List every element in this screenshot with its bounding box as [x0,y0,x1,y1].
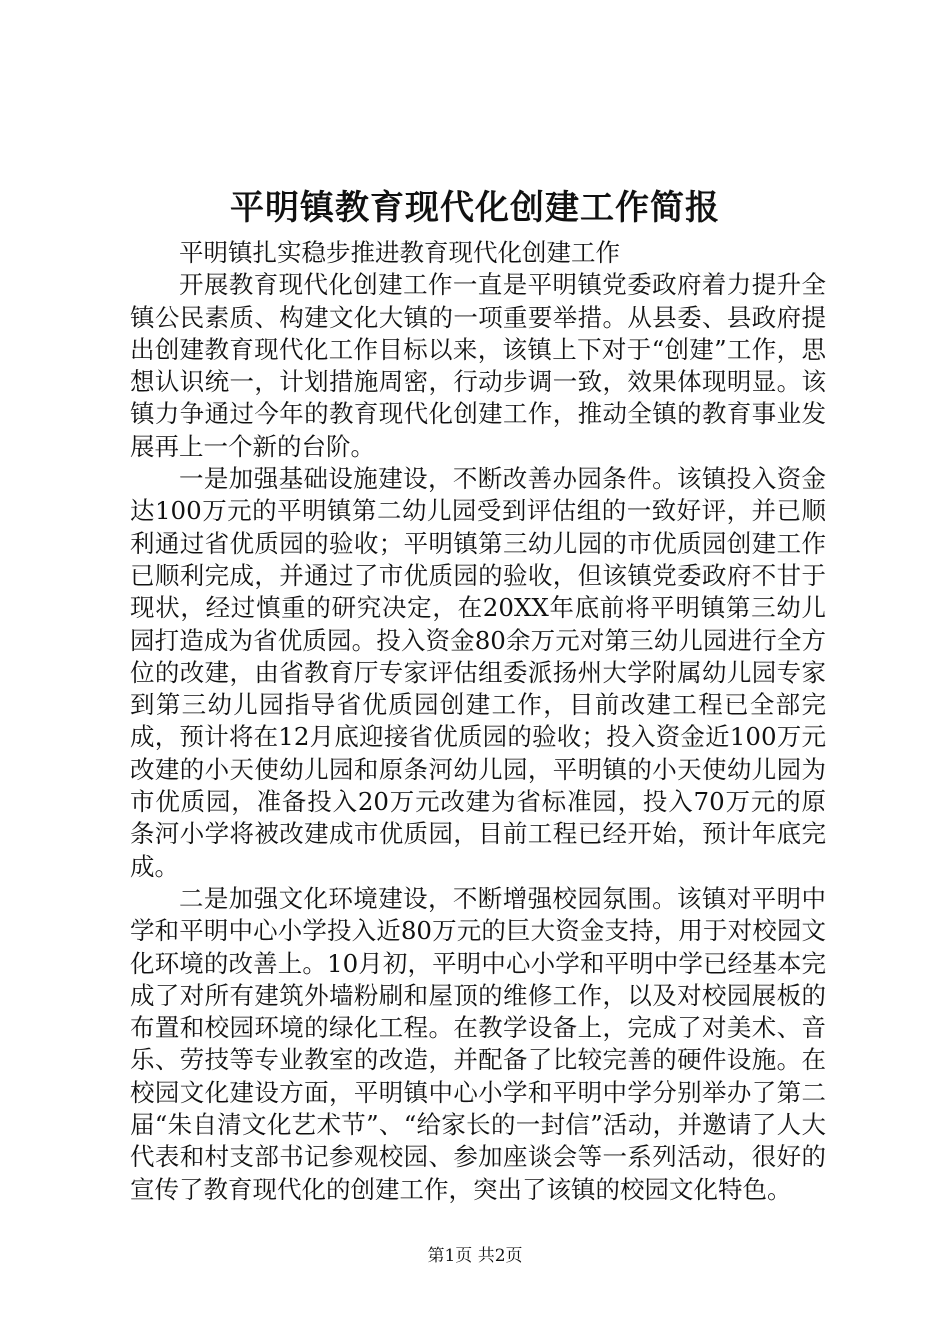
intro-paragraph: 开展教育现代化创建工作一直是平明镇党委政府着力提升全镇公民素质、构建文化大镇的一项重要举措。从县委、县政府提出创建教育现代化工作目标以来，该镇上下对于“创建”工作，思想认识统一，计划措施周密，行动步调一致，效果体现明显。该镇力争通过今年的教育现代化创建工作，推动全镇的教育事业发展再上一个新的台阶。 [130,270,826,461]
document-title: 平明镇教育现代化创建工作简报 [230,188,720,228]
culture-environment-paragraph: 二是加强文化环境建设，不断增强校园氛围。该镇对平明中学和平明中心小学投入近80万元的巨大资金支持，用于对校园文化环境的改善上。10月初，平明中心小学和平明中学已经基本完成了对所有建筑外墙粉刷和屋顶的维修工作，以及对校园展板的布置和校园环境的绿化工程。在教学设备上，完成了对美术、音乐、劳技等专业教室的改造，并配备了比较完善的硬件设施。在校园文化建设方面，平明镇中心小学和平明中学分别举办了第二届“朱自清文化艺术节”、“给家长的一封信”活动，并邀请了人大代表和村支部书记参观校园、参加座谈会等一系列活动，很好的宣传了教育现代化的创建工作，突出了该镇的校园文化特色。 [130,883,826,1204]
subtitle-paragraph: 平明镇扎实稳步推进教育现代化创建工作 [179,238,620,267]
document-body [130,237,826,1206]
page-number: 第1页 共2页 [427,1246,523,1266]
infrastructure-paragraph: 一是加强基础设施建设，不断改善办园条件。该镇投入资金达100万元的平明镇第二幼儿园受到评估组的一致好评，并已顺利通过省优质园的验收；平明镇第三幼儿园的市优质园创建工作已顺利完成，并通过了市优质园的验收，但该镇党委政府不甘于现状，经过慎重的研究决定，在20XX年底前将平明镇第三幼儿园打造成为省优质园。投入资金80余万元对第三幼儿园进行全方位的改建，由省教育厅专家评估组委派扬州大学附属幼儿园专家到第三幼儿园指导省优质园创建工作，目前改建工程已全部完成，预计将在12月底迎接省优质园的验收；投入资金近100万元改建的小天使幼儿园和原条河幼儿园，平明镇的小天使幼儿园为市优质园，准备投入20万元改建为省标准园，投入70万元的原条河小学将被改建成市优质园，目前工程已经开始，预计年底完成。 [130,464,826,881]
